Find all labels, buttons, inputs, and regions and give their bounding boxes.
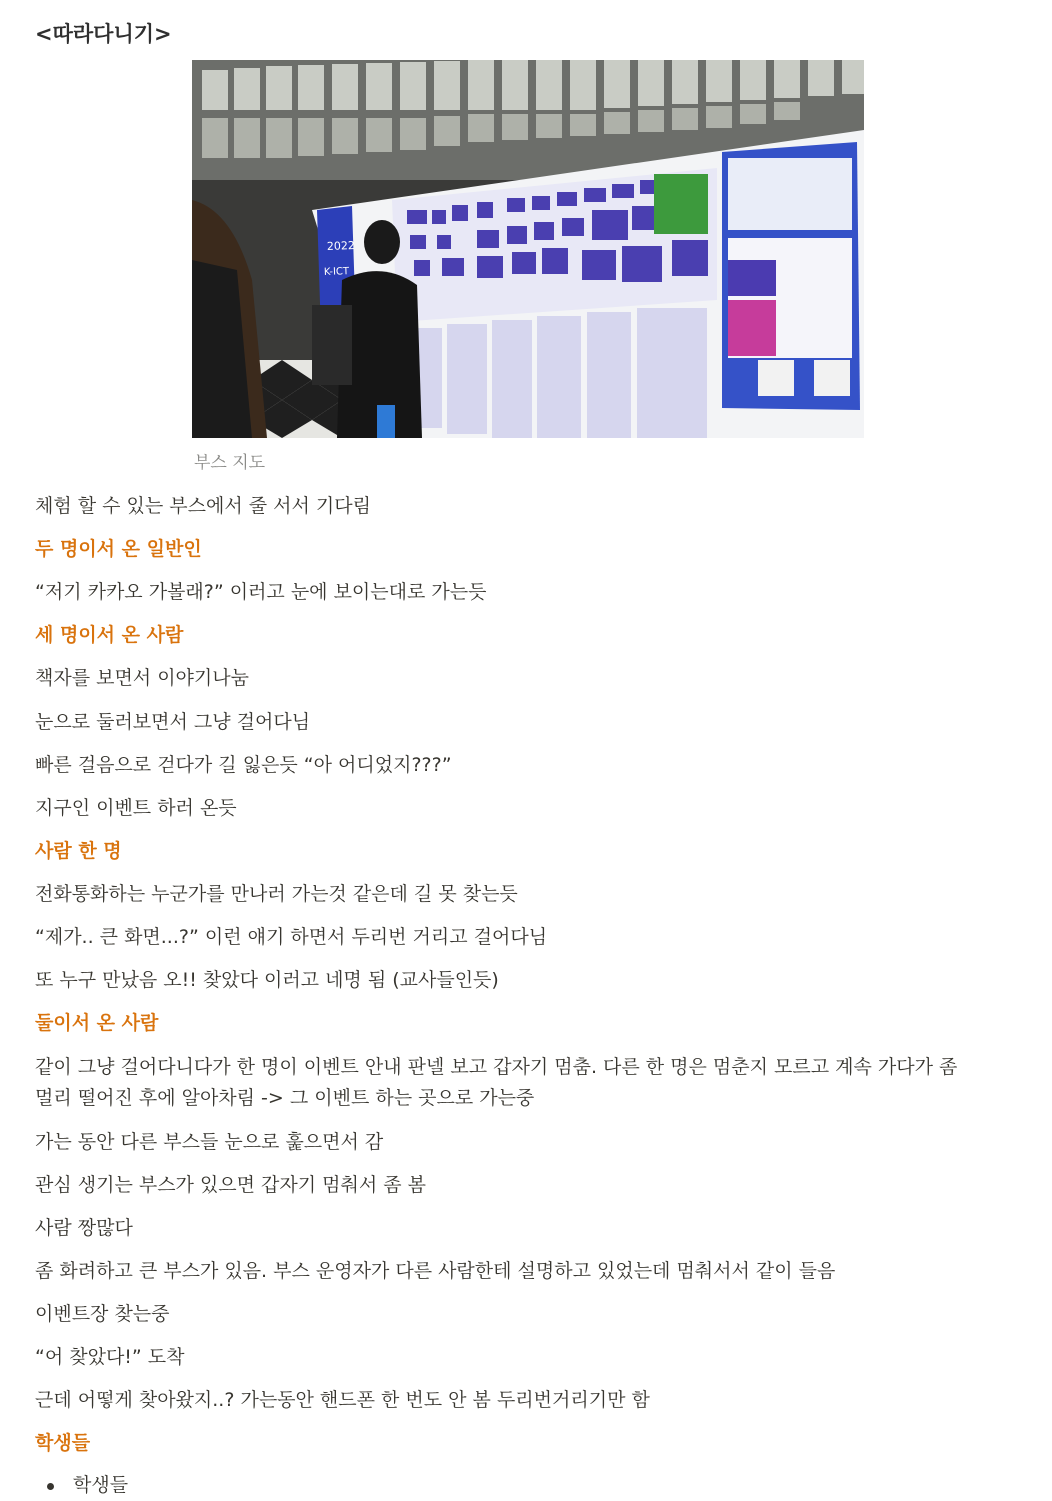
section-heading-pair: 둘이서 온 사람 <box>35 1012 159 1034</box>
photo-figure <box>192 60 864 473</box>
note-line: 빠른 걸음으로 걷다가 길 잃은듯 “아 어디었지???” <box>35 754 452 776</box>
note-line: 이벤트장 찾는중 <box>35 1303 170 1325</box>
svg-text:K-ICT: K-ICT <box>323 266 350 278</box>
note-line: 체험 할 수 있는 부스에서 줄 서서 기다림 <box>35 495 371 517</box>
note-line: 전화통화하는 누군가를 만나러 가는것 같은데 길 못 찾는듯 <box>35 883 518 905</box>
photo-caption: 부스 지도 <box>194 453 266 473</box>
section-heading-students: 학생들 <box>35 1432 91 1454</box>
note-line: “제가.. 큰 화면...?” 이런 얘기 하면서 두리번 거리고 걸어다님 <box>35 926 548 948</box>
svg-text:2022: 2022 <box>326 239 356 253</box>
list-item <box>35 1470 435 1501</box>
list-item-text: 학생들 <box>73 1474 129 1496</box>
booth-map-photo <box>192 60 864 438</box>
note-line: 사람 짱많다 <box>35 1217 133 1239</box>
note-line: 좀 화려하고 큰 부스가 있음. 부스 운영자가 다른 사람한테 설명하고 있었는데 멈춰서서 같이 들음 <box>35 1260 836 1282</box>
note-line: 지구인 이벤트 하러 온듯 <box>35 797 237 819</box>
page-title: <따라다니기> <box>35 22 172 46</box>
section-heading-two-people: 두 명이서 온 일반인 <box>35 538 202 560</box>
section-heading-three-people: 세 명이서 온 사람 <box>35 624 184 646</box>
note-line: 근데 어떻게 찾아왔지..? 가는동안 핸드폰 한 번도 안 봄 두리번거리기만 함 <box>35 1389 650 1411</box>
note-line: 눈으로 둘러보면서 그냥 걸어다님 <box>35 711 311 733</box>
note-line: 책자를 보면서 이야기나눔 <box>35 667 249 689</box>
note-line: “저기 카카오 가볼래?” 이러고 눈에 보이는대로 가는듯 <box>35 581 487 603</box>
note-line: 또 누구 만났음 오!! 찾았다 이러고 네명 됨 (교사들인듯) <box>35 969 499 991</box>
section-heading-one-person: 사람 한 명 <box>35 840 122 862</box>
note-line: 관심 생기는 부스가 있으면 갑자기 멈춰서 좀 봄 <box>35 1174 427 1196</box>
note-line: 가는 동안 다른 부스들 눈으로 훑으면서 감 <box>35 1131 384 1153</box>
note-line: “어 찾았다!” 도착 <box>35 1346 185 1368</box>
bullet-icon <box>47 1483 54 1490</box>
note-line: 같이 그냥 걸어다니다가 한 명이 이벤트 안내 판넬 보고 갑자기 멈춤. 다른 한 명은 멈춘지 모르고 계속 가다가 좀 멀리 떨어진 후에 알아차림 -> 그 이벤트 하는 곳으로 가는중 <box>35 1056 958 1109</box>
